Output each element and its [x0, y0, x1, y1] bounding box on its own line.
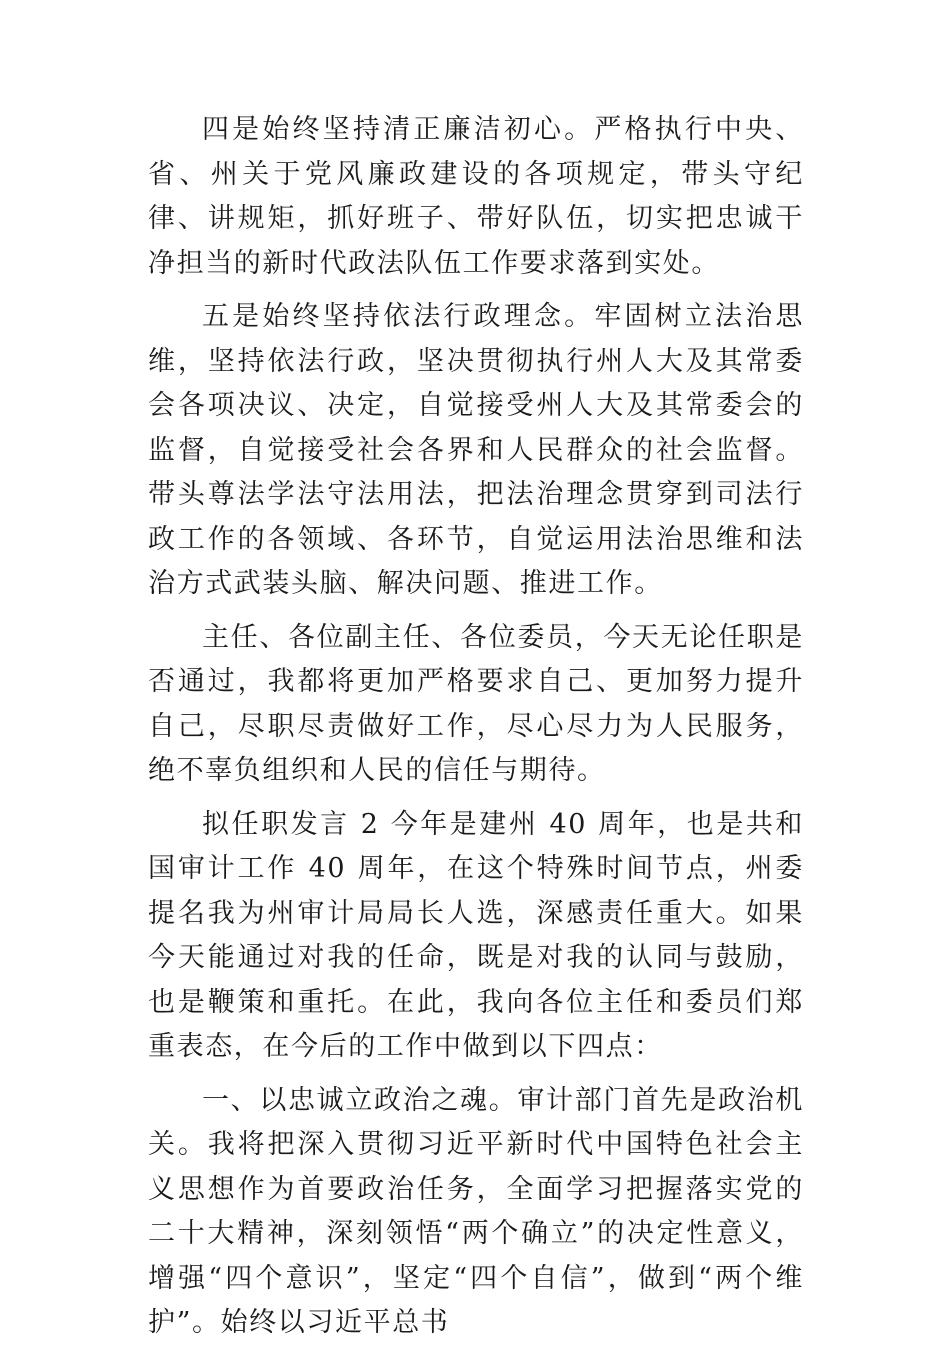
- paragraph-loyalty: 一、以忠诚立政治之魂。审计部门首先是政治机关。我将把深入贯彻习近平新时代中国特色社会主义思想作为首要政治任务，全面学习把握落实党的二十大精神，深刻领悟“两个确立”的决定性意义，增强“四个意识”，坚定“四个自信”，做到“两个维护”。始终以习近平总书: [148, 1084, 804, 1338]
- paragraph-integrity: 四是始终坚持清正廉洁初心。严格执行中央、省、州关于党风廉政建设的各项规定，带头守纪律、讲规矩，抓好班子、带好队伍，切实把忠诚干净担当的新时代政法队伍工作要求落到实处。: [148, 114, 804, 279]
- paragraph-speech-2-intro: 拟任职发言 2 今年是建州 40 周年，也是共和国审计工作 40 周年，在这个特殊时间节点，州委提名我为州审计局局长人选，深感责任重大。如果今天能通过对我的任命，既是对我的认同与鼓励，也是鞭策和重托。在此，我向各位主任和委员们郑重表态，在今后的工作中做到以下四点：: [148, 808, 804, 1062]
- paragraph-closing-pledge: 主任、各位副主任、各位委员，今天无论任职是否通过，我都将更加严格要求自己、更加努力提升自己，尽职尽责做好工作，尽心尽力为人民服务，绝不辜负组织和人民的信任与期待。: [148, 621, 804, 786]
- paragraph-rule-of-law: 五是始终坚持依法行政理念。牢固树立法治思维，坚持依法行政，坚决贯彻执行州人大及其常委会各项决议、决定，自觉接受州人大及其常委会的监督，自觉接受社会各界和人民群众的社会监督。带头尊法学法守法用法，把法治理念贯穿到司法行政工作的各领域、各环节，自觉运用法治思维和法治方式武装头脑、解决问题、推进工作。: [148, 301, 804, 599]
- document-body: [148, 108, 804, 1355]
